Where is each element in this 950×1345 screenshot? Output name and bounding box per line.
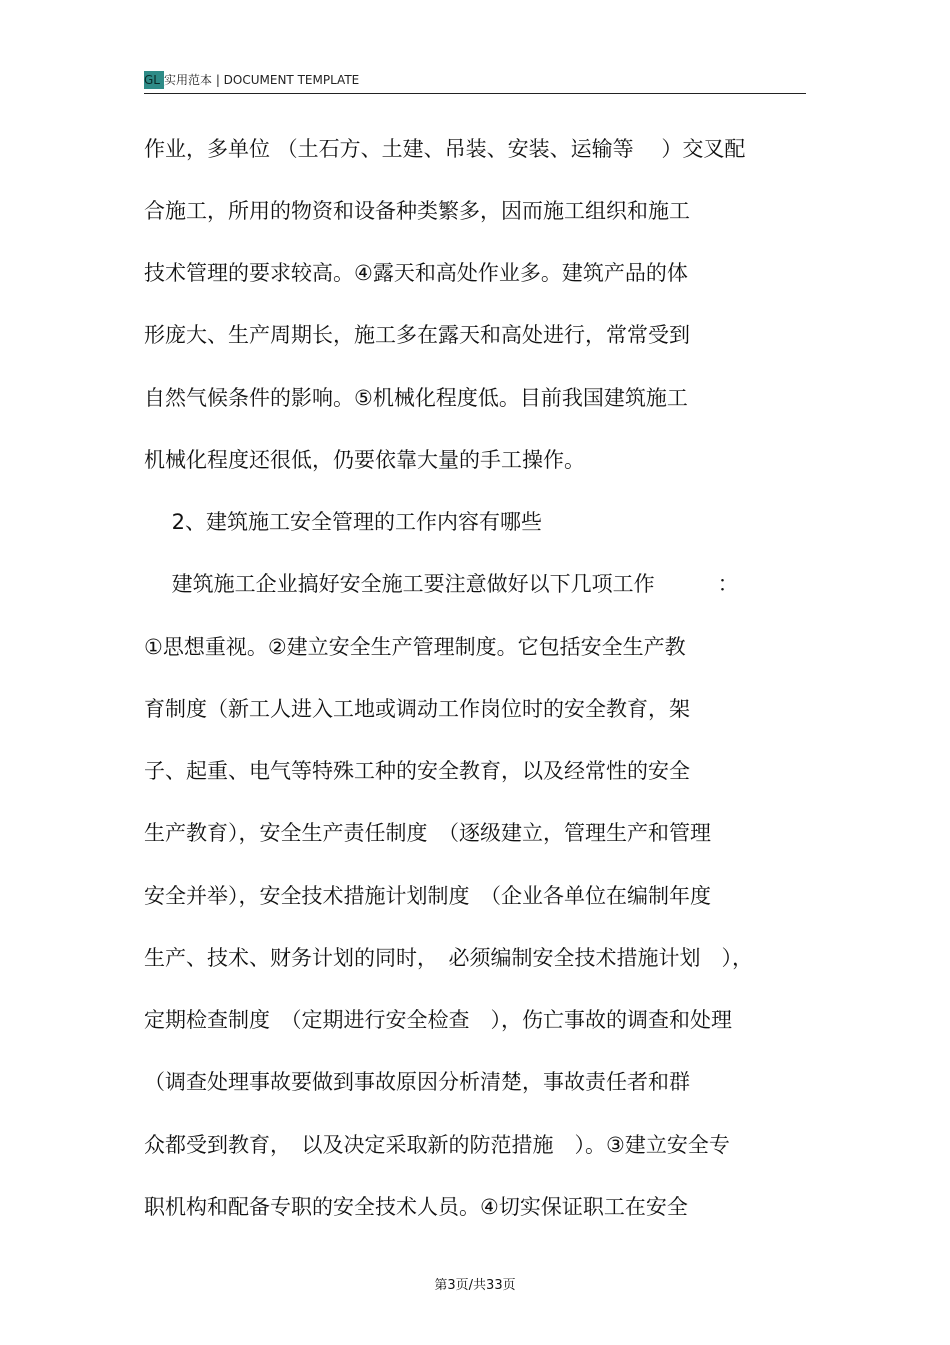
gl-logo: GL — [144, 71, 164, 89]
body-line: 技术管理的要求较高。④露天和高处作业多。建筑产品的体 — [144, 261, 688, 285]
page-number: 第3页/共33页 — [434, 1278, 516, 1293]
page-header — [144, 68, 806, 94]
body-line: ①思想重视。②建立安全生产管理制度。它包括安全生产教 — [144, 635, 686, 659]
body-line: 生产教育），安全生产责任制度 （逐级建立，管理生产和管理 — [144, 821, 711, 845]
body-line: 职机构和配备专职的安全技术人员。④切实保证职工在安全 — [144, 1195, 688, 1219]
body-line: 育制度（新工人进入工地或调动工作岗位时的安全教育，架 — [144, 697, 690, 721]
body-line: 自然气候条件的影响。⑤机械化程度低。目前我国建筑施工 — [144, 386, 688, 410]
body-line: 定期检查制度 （定期进行安全检查 ），伤亡事故的调查和处理 — [144, 1008, 732, 1032]
body-line: （调查处理事故要做到事故原因分析清楚，事故责任者和群 — [144, 1070, 690, 1094]
section-heading: 2、建筑施工安全管理的工作内容有哪些 — [144, 510, 543, 534]
body-line: 子、起重、电气等特殊工种的安全教育，以及经常性的安全 — [144, 759, 690, 783]
body-line: 生产、技术、财务计划的同时， 必须编制安全技术措施计划 ）， — [144, 946, 753, 970]
body-line: 众都受到教育， 以及决定采取新的防范措施 ）。③建立安全专 — [144, 1133, 730, 1157]
body-line: 安全并举），安全技术措施计划制度 （企业各单位在编制年度 — [144, 884, 711, 908]
body-line: 建筑施工企业搞好安全施工要注意做好以下几项工作 ： — [144, 572, 739, 596]
body-line: 作业，多单位 （土石方、土建、吊装、安装、运输等 ）交叉配 — [144, 137, 746, 161]
body-line: 形庞大、生产周期长，施工多在露天和高处进行，常常受到 — [144, 323, 690, 347]
body-line: 机械化程度还很低，仍要依靠大量的手工操作。 — [144, 448, 585, 472]
header-title: 实用范本 | DOCUMENT TEMPLATE — [164, 73, 360, 87]
body-line: 合施工，所用的物资和设备种类繁多，因而施工组织和施工 — [144, 199, 690, 223]
